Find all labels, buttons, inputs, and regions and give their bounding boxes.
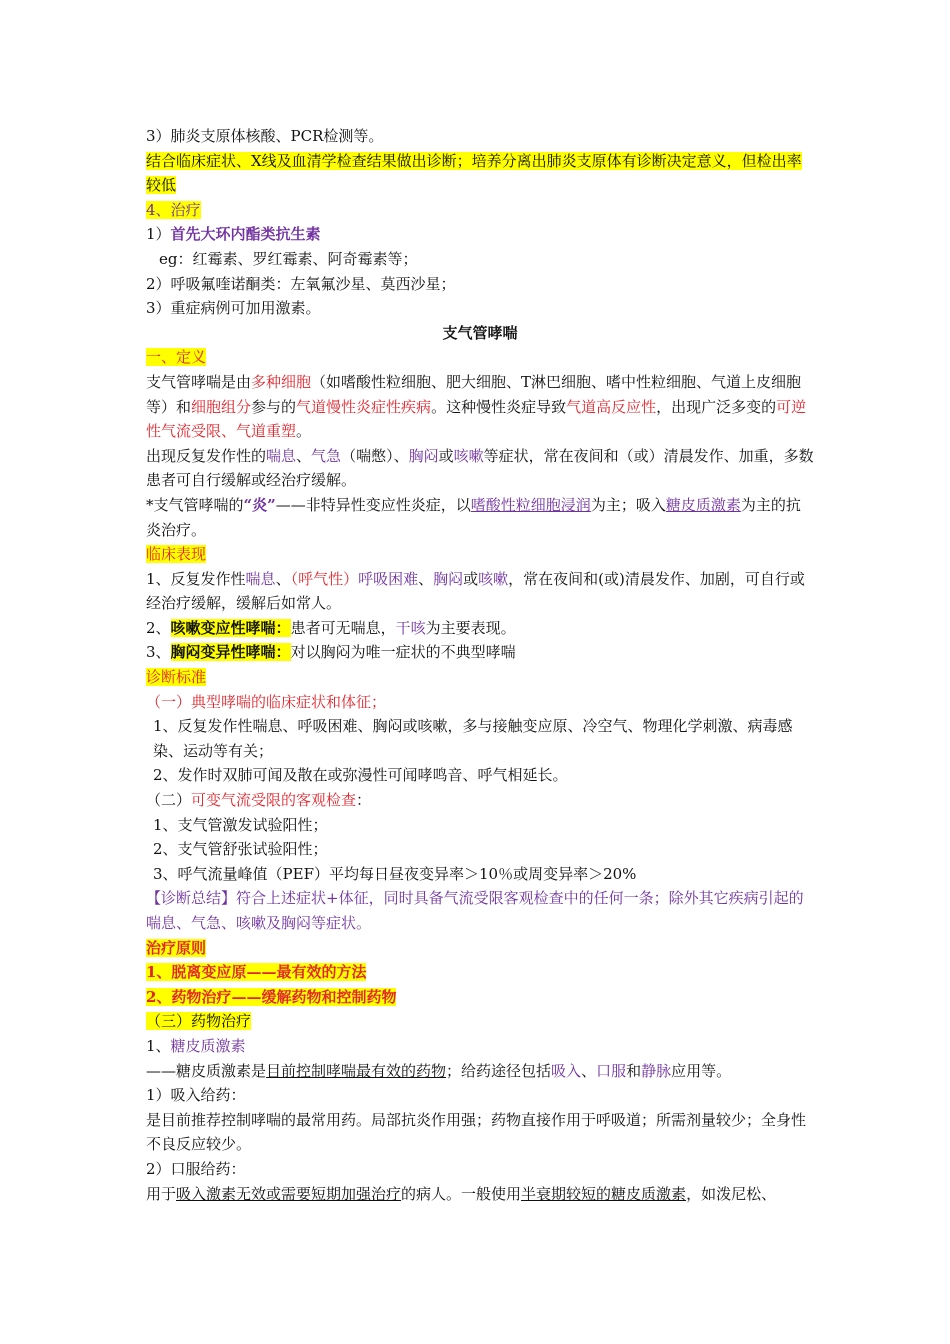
text-line: 3）肺炎支原体核酸、PCR检测等。	[146, 127, 384, 145]
inflammation-note: *支气管哮喘的“炎”——非特异性变应性炎症，以嗜酸性粒细胞浸润为主；吸入糖皮质激素为主的抗炎治疗。	[146, 495, 801, 539]
section-heading-definition: 一、定义	[146, 348, 207, 367]
drug-item-1: 1、糖皮质激素	[146, 1036, 246, 1055]
drug-therapy-heading: （三）药物治疗	[146, 1012, 252, 1031]
diagnosis-subheading-2: （二）可变气流受限的客观检查：	[146, 791, 372, 810]
treatment-item-1: 1）首先大环内酯类抗生素	[146, 225, 321, 244]
oral-paragraph: 用于吸入激素无效或需要短期加强治疗的病人。一般使用半衰期较短的糖皮质激素，如泼尼松、	[146, 1184, 777, 1203]
section-heading-treatment: 4、治疗	[146, 200, 201, 219]
highlighted-paragraph	[146, 149, 814, 198]
diagnosis-test: 3、呼气流量峰值（PEF）平均每日昼夜变异率＞10％或周变异率＞20%	[153, 864, 637, 883]
document-page	[146, 124, 814, 1206]
clinical-item-1: 1、反复发作性喘息、（呼气性）呼吸困难、胸闷或咳嗽，常在夜间和(或)清晨发作、加剧，可自行或经治疗缓解，缓解后如常人。	[146, 569, 805, 613]
section-heading-diagnosis: 诊断标准	[146, 668, 207, 687]
treatment-item-3: 3）重症病例可加用激素。	[146, 299, 321, 318]
highlight-text: 结合临床症状、X线及血清学检查结果做出诊断；培养分离出肺炎支原体有诊断决定意义，但检出率较低	[146, 151, 802, 195]
diagnosis-subheading-1: （一）典型哮喘的临床症状和体征；	[146, 692, 387, 711]
glucocorticoid-line: ——糖皮质激素是目前控制哮喘最有效的药物；给药途径包括吸入、口服和静脉应用等。	[146, 1061, 732, 1080]
treatment-principle-1: 1、脱离变应原——最有效的方法	[146, 963, 367, 982]
diagnosis-criterion: 1、反复发作性喘息、呼吸困难、胸闷或咳嗽，多与接触变应原、冷空气、物理化学刺激、病毒感染、运动等有关；	[153, 717, 793, 760]
inhalation-heading: 1）吸入给药：	[146, 1086, 246, 1105]
example-line: eg：红霉素、罗红霉素、阿奇霉素等；	[159, 249, 418, 268]
diagnosis-test: 2、支气管舒张试验阳性；	[153, 840, 328, 859]
definition-paragraph: 支气管哮喘是由多种细胞（如嗜酸性粒细胞、肥大细胞、T淋巴细胞、嗜中性粒细胞、气道上皮细胞等）和细胞组分参与的气道慢性炎症性疾病。这种慢性炎症导致气道高反应性，出现广泛多变的可逆性气流受限、气道重塑。	[146, 372, 807, 441]
treatment-item-2: 2）呼吸氟喹诺酮类：左氧氟沙星、莫西沙星；	[146, 274, 456, 293]
clinical-item-2: 2、咳嗽变应性哮喘：患者可无喘息，干咳为主要表现。	[146, 618, 516, 637]
oral-heading: 2）口服给药：	[146, 1159, 246, 1178]
page-title: 支气管哮喘	[442, 323, 518, 342]
treatment-principle-2: 2、药物治疗——缓解药物和控制药物	[146, 987, 397, 1006]
diagnosis-criterion: 2、发作时双肺可闻及散在或弥漫性可闻哮鸣音、呼气相延长。	[153, 766, 568, 785]
clinical-item-3: 3、胸闷变异性哮喘：对以胸闷为唯一症状的不典型哮喘	[146, 643, 516, 662]
section-heading-clinical: 临床表现	[146, 545, 207, 564]
inhalation-paragraph: 是目前推荐控制哮喘的最常用药。局部抗炎作用强；药物直接作用于呼吸道；所需剂量较少；全身性不良反应较少。	[146, 1110, 807, 1154]
diagnosis-test: 1、支气管激发试验阳性；	[153, 815, 328, 834]
section-heading-treatment-principle: 治疗原则	[146, 938, 207, 957]
diagnosis-summary: 【诊断总结】符合上述症状+体征，同时具备气流受限客观检查中的任何一条；除外其它疾病引起的喘息、气急、咳嗽及胸闷等症状。	[146, 889, 804, 932]
symptoms-paragraph: 出现反复发作性的喘息、气急（喘憋）、胸闷或咳嗽等症状，常在夜间和（或）清晨发作、加重，多数患者可自行缓解或经治疗缓解。	[146, 446, 814, 490]
